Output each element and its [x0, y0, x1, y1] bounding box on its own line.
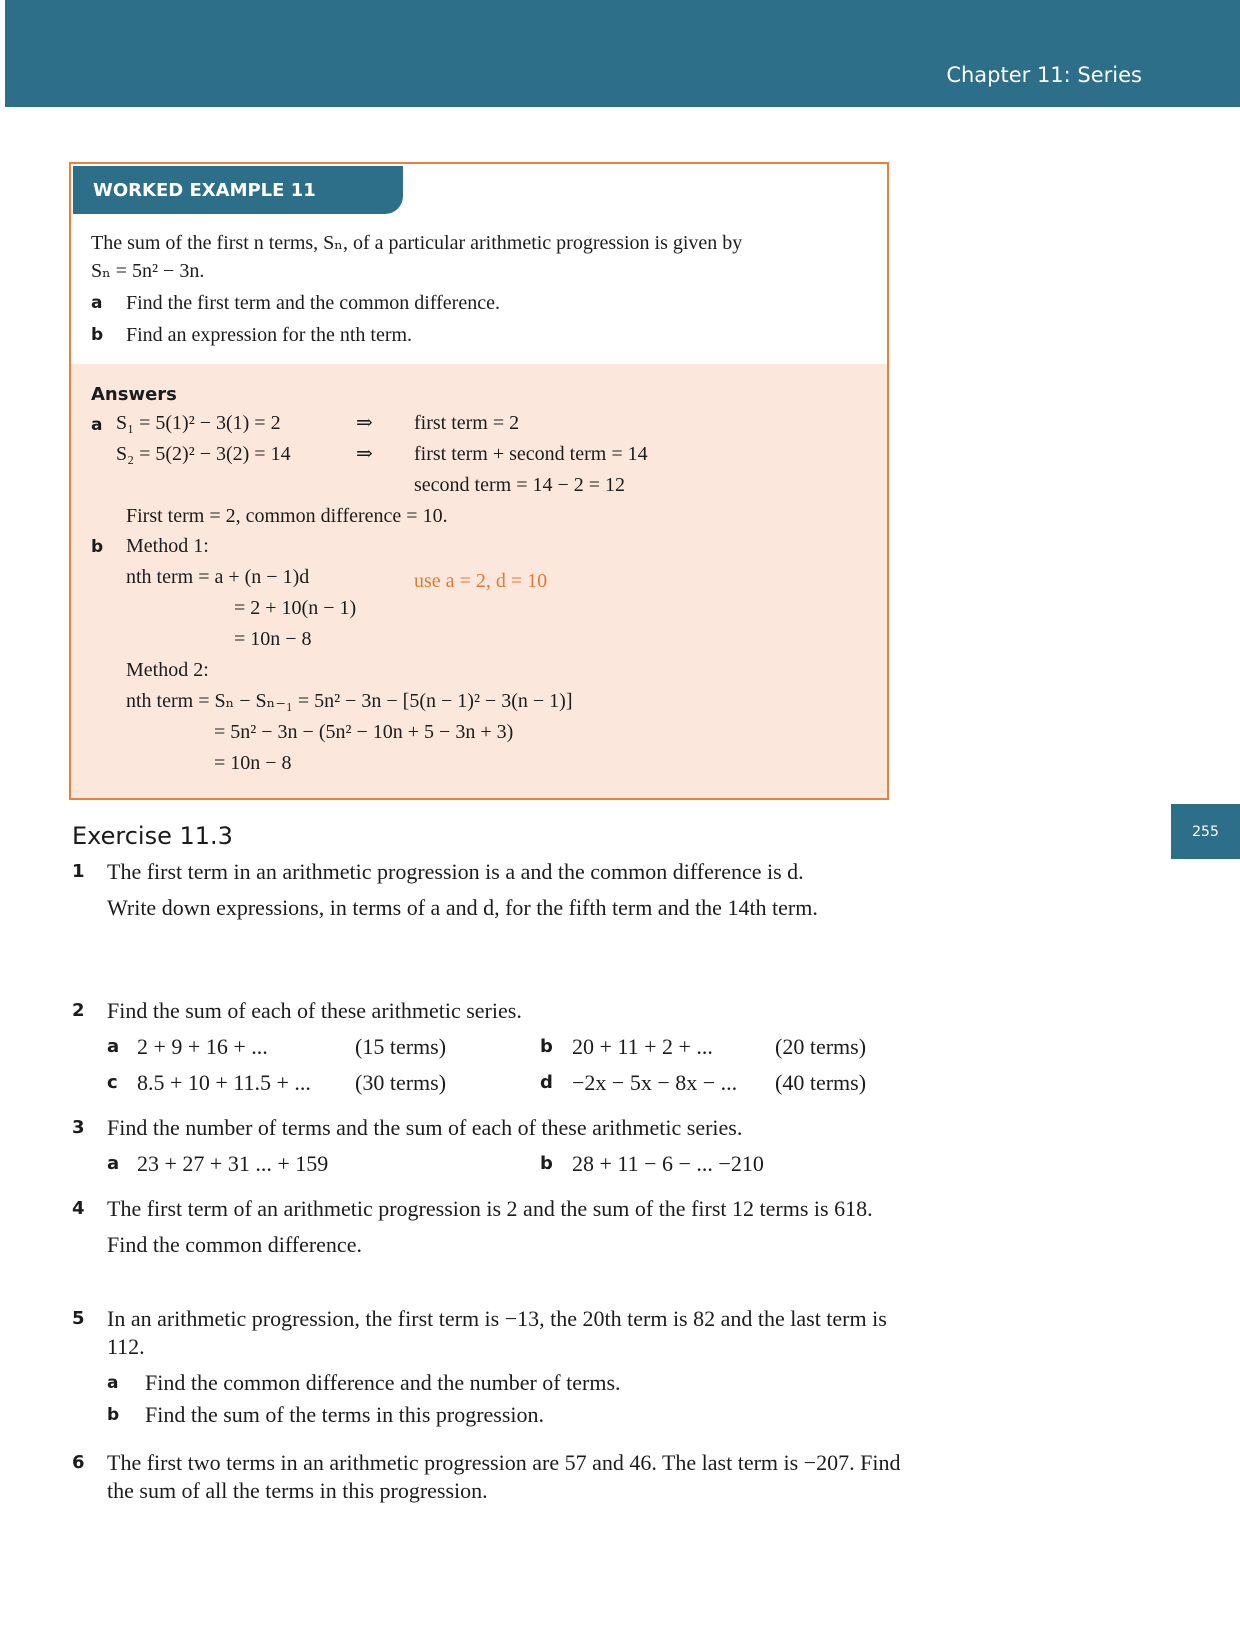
series-row-ab [107, 1033, 902, 1069]
part-label: a [107, 1036, 120, 1057]
method2-line-1: nth term = Sₙ − Sₙ₋₁ = 5n² − 3n − [5(n − 1)² − 3(n − 1)] [126, 690, 573, 712]
method1-line-2: = 2 + 10(n − 1) [234, 597, 357, 619]
part-label: a [107, 1373, 119, 1393]
part-text: Find the sum of the terms in this progression. [145, 1402, 545, 1427]
question-number: 2 [72, 1000, 85, 1021]
method1-line-3: = 10n − 8 [234, 628, 312, 650]
answer-a-result-3: second term = 14 − 2 = 12 [414, 474, 626, 496]
series-terms: (15 terms) [355, 1034, 447, 1059]
part-text: Find an expression for the nth term. [126, 324, 413, 346]
question-text: In an arithmetic progression, the first term is −13, the 20th term is 82 and the last term is 112. [107, 1306, 887, 1359]
series-terms: (20 terms) [775, 1034, 867, 1059]
method1-note: use a = 2, d = 10 [414, 570, 548, 592]
part-text: Find the first term and the common difference. [126, 292, 500, 314]
question-intro: The sum of the first n terms, Sₙ, of a particular arithmetic progression is given by [91, 232, 743, 254]
question-number: 3 [72, 1117, 85, 1138]
answer-a-result-2: first term + second term = 14 [414, 443, 648, 465]
series-terms: (30 terms) [355, 1070, 447, 1095]
question-part-b [91, 321, 871, 349]
question-number: 5 [72, 1308, 85, 1329]
series-row-ab [107, 1150, 902, 1186]
part-text: Find the common difference and the number of terms. [145, 1370, 621, 1395]
series-expression: 20 + 11 + 2 + ... [572, 1034, 713, 1059]
question-text: Find the sum of each of these arithmetic series. [107, 998, 522, 1023]
part-label: b [540, 1153, 553, 1174]
exercise-question-6 [72, 1449, 902, 1513]
part-label: b [91, 325, 104, 345]
question-text: Find the number of terms and the sum of each of these arithmetic series. [107, 1115, 743, 1140]
answer-a-calc-1: S₁ = 5(1)² − 3(1) = 2 [116, 412, 281, 434]
question-text: The first term in an arithmetic progression is a and the common difference is d. [107, 859, 804, 884]
series-expression: −2x − 5x − 8x − ... [572, 1070, 738, 1095]
question-number: 6 [72, 1452, 85, 1473]
question-number: 1 [72, 861, 85, 882]
question-part-a [91, 289, 871, 317]
exercise-question-1 [72, 858, 902, 930]
series-expression: 2 + 9 + 16 + ... [137, 1034, 268, 1059]
answer-b-label: b [91, 537, 104, 557]
question-text: The first term of an arithmetic progression is 2 and the sum of the first 12 terms is 618. [107, 1196, 873, 1221]
header-band [5, 0, 1240, 107]
answer-a-calc-2: S₂ = 5(2)² − 3(2) = 14 [116, 443, 291, 465]
method2-title: Method 2: [126, 659, 209, 681]
part-label: b [107, 1405, 120, 1425]
series-expression: 23 + 27 + 31 ... + 159 [137, 1151, 329, 1176]
question-number: 4 [72, 1198, 85, 1219]
part-label: c [107, 1072, 118, 1093]
answer-a-result-1: first term = 2 [414, 412, 520, 434]
answer-a-label: a [91, 415, 103, 435]
question-formula: Sₙ = 5n² − 3n. [91, 260, 205, 282]
page-number: 255 [1171, 804, 1240, 859]
method2-line-3: = 10n − 8 [214, 752, 292, 774]
exercise-title: Exercise 11.3 [72, 822, 233, 850]
series-expression: 28 + 11 − 6 − ... −210 [572, 1151, 764, 1176]
series-row-cd [107, 1069, 902, 1105]
part-label: d [540, 1072, 553, 1093]
part-label: a [107, 1153, 120, 1174]
worked-example-box [69, 162, 889, 800]
exercise-question-4 [72, 1195, 902, 1267]
worked-example-question [91, 229, 871, 349]
method1-title: Method 1: [126, 535, 209, 557]
implies-arrow: ⇒ [356, 412, 373, 434]
worked-example-label: WORKED EXAMPLE 11 [73, 166, 403, 214]
question-part-a [107, 1369, 902, 1397]
method2-line-2: = 5n² − 3n − (5n² − 10n + 5 − 3n + 3) [214, 721, 514, 743]
method1-line-1: nth term = a + (n − 1)d [126, 566, 310, 588]
question-text-2: Find the common difference. [107, 1232, 362, 1257]
question-text-2: Write down expressions, in terms of a and d, for the fifth term and the 14th term. [107, 895, 818, 920]
exercise-question-5 [72, 1305, 902, 1429]
question-text: The first two terms in an arithmetic progression are 57 and 46. The last term is −207. Find the sum of all the terms in this progression. [107, 1450, 901, 1503]
series-expression: 8.5 + 10 + 11.5 + ... [137, 1070, 311, 1095]
series-terms: (40 terms) [775, 1070, 867, 1095]
chapter-title: Chapter 11: Series [946, 63, 1142, 87]
part-label: a [91, 293, 103, 313]
part-label: b [540, 1036, 553, 1057]
answer-a-conclusion: First term = 2, common difference = 10. [126, 505, 448, 527]
implies-arrow: ⇒ [356, 443, 373, 465]
answers-heading: Answers [91, 384, 177, 405]
exercise-question-2 [72, 997, 902, 1105]
exercise-question-3 [72, 1114, 902, 1186]
question-part-b [107, 1401, 902, 1429]
answers-panel [71, 364, 887, 798]
